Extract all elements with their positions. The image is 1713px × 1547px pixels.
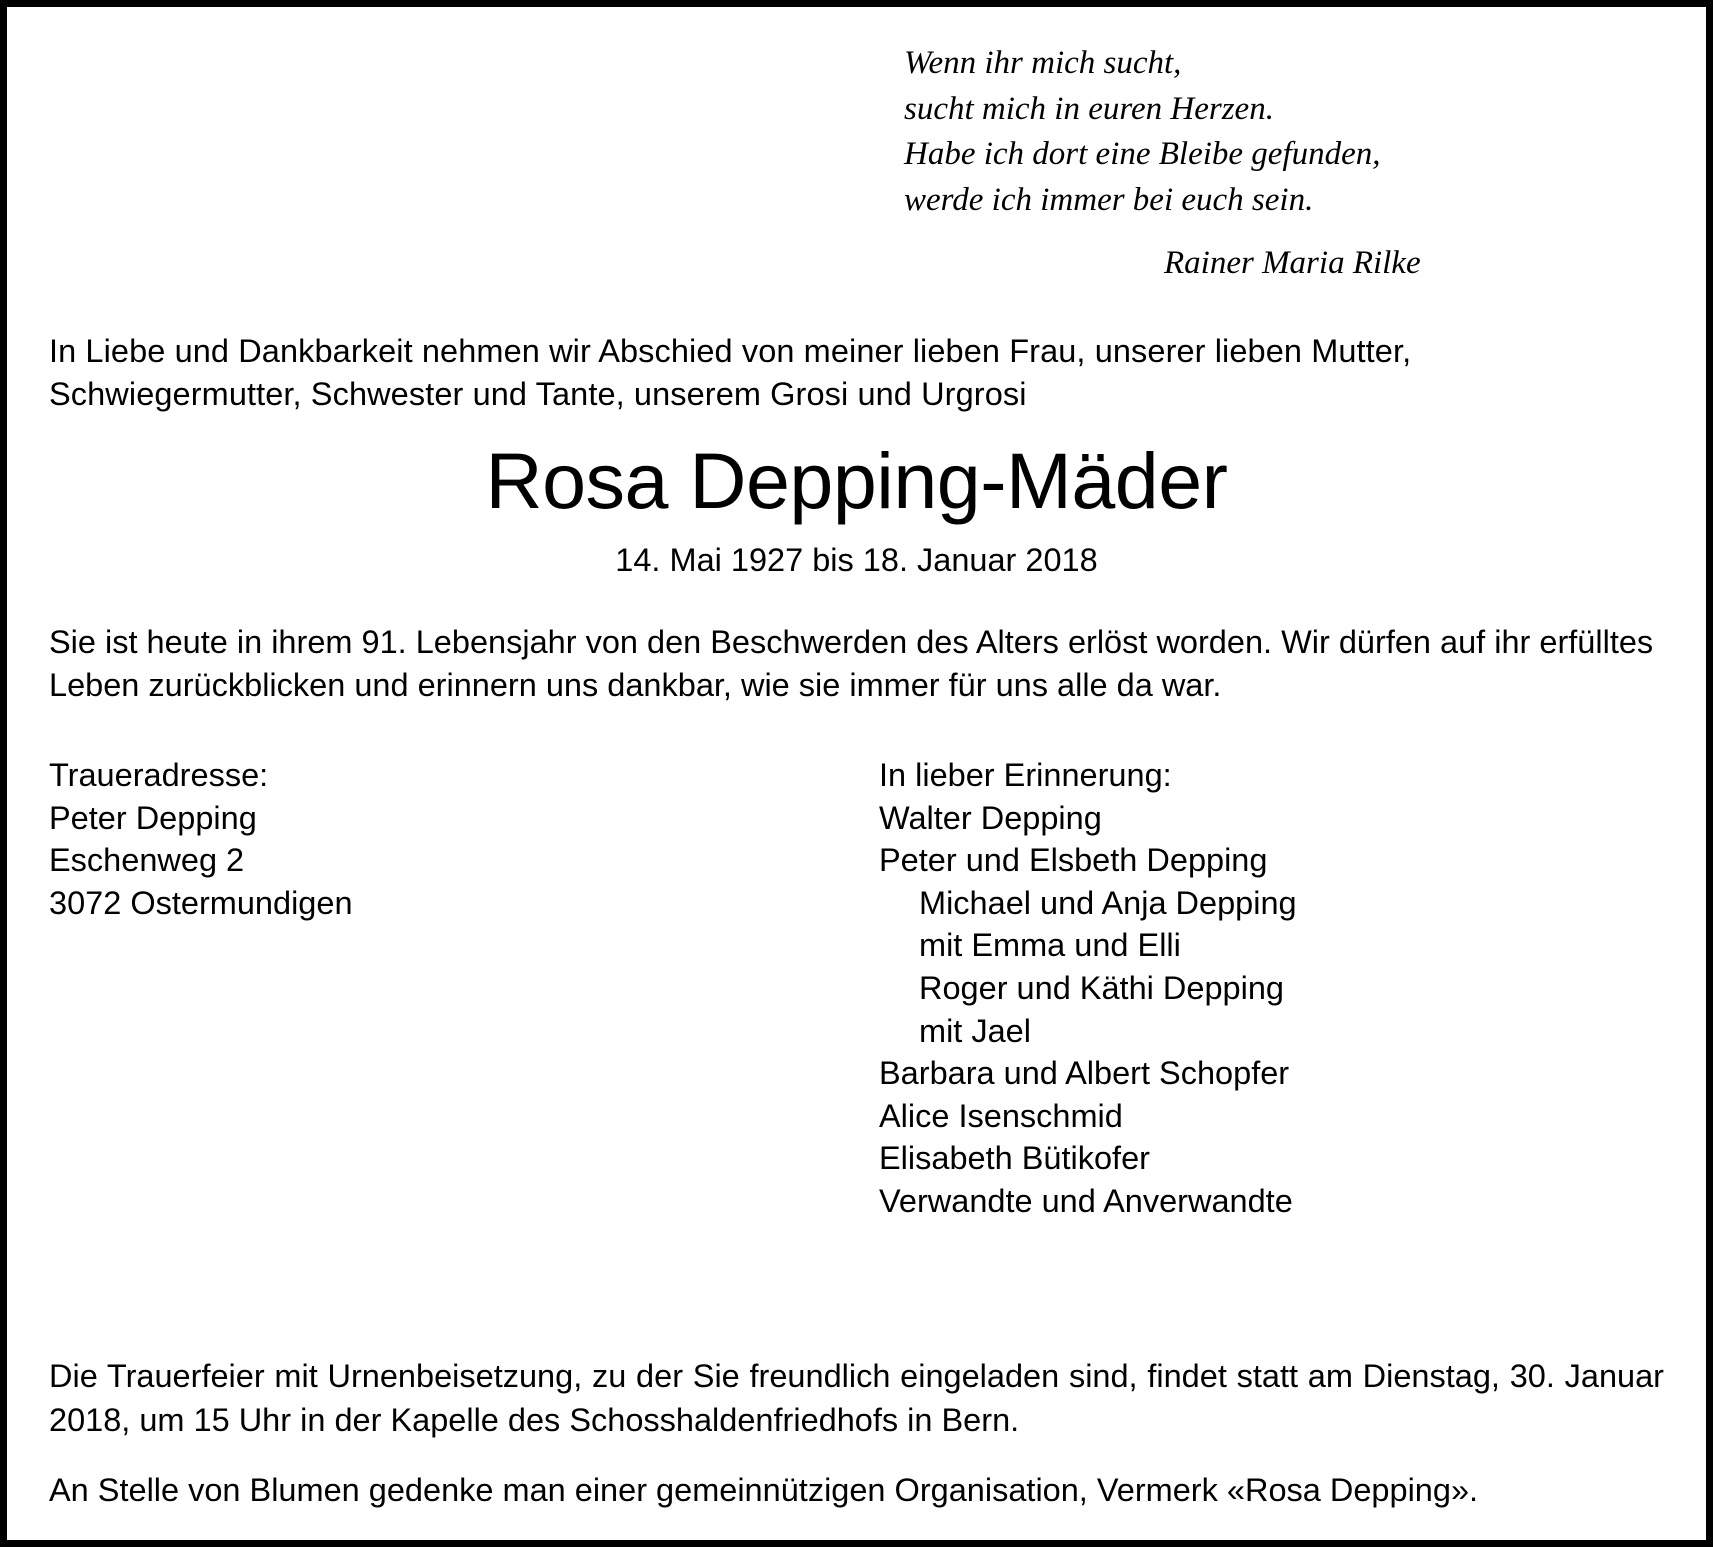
poem-author: Rainer Maria Rilke — [1164, 245, 1421, 282]
mourning-address-block — [49, 754, 879, 1222]
footer-block — [49, 1355, 1664, 1512]
in-memory-entry: Peter und Elsbeth Depping — [879, 842, 1268, 879]
poem-line-4: werde ich immer bei euch sein. — [904, 181, 1314, 218]
body-text: Sie ist heute in ihrem 91. Lebensjahr von den Beschwerden des Alters erlöst worden. Wir dürfen auf ihr erfülltes Leben zurückblicken und erinnern uns dankbar, wie sie immer für uns alle da war. — [49, 623, 1654, 703]
in-memory-heading: In lieber Erinnerung: — [879, 757, 1172, 794]
in-memory-entry: Walter Depping — [879, 799, 1102, 836]
notice-inner — [7, 7, 1706, 1540]
in-memory-entry: Elisabeth Bütikofer — [879, 1140, 1150, 1177]
mourning-address-line: 3072 Ostermundigen — [49, 884, 353, 921]
in-memory-entry: Alice Isenschmid — [879, 1097, 1123, 1134]
in-memory-entry: mit Jael — [919, 1012, 1031, 1049]
in-memory-entry: Barbara und Albert Schopfer — [879, 1055, 1290, 1092]
donation-text: An Stelle von Blumen gedenke man einer gemeinnützigen Organisation, Vermerk «Rosa Depping». — [49, 1471, 1479, 1508]
mourning-address-line: Eschenweg 2 — [49, 842, 245, 879]
in-memory-block — [879, 754, 1664, 1222]
in-memory-entry: Roger und Käthi Depping — [919, 970, 1284, 1006]
intro-text: In Liebe und Dankbarkeit nehmen wir Abschied von meiner lieben Frau, unserer lieben Mutter, Schwiegermutter, Schwester und Tante, unserem Grosi und Urgrosi — [49, 332, 1412, 412]
poem-line-2: sucht mich in euren Herzen. — [904, 90, 1274, 127]
in-memory-entry: mit Emma und Elli — [919, 927, 1181, 964]
poem-line-1: Wenn ihr mich sucht, — [904, 45, 1182, 81]
mourning-address-line: Peter Depping — [49, 799, 257, 836]
details-columns — [49, 754, 1664, 1222]
deceased-dates: 14. Mai 1927 bis 18. Januar 2018 — [615, 541, 1098, 578]
deceased-name: Rosa Depping-Mäder — [485, 436, 1228, 526]
poem-line-3: Habe ich dort eine Bleibe gefunden, — [904, 136, 1381, 173]
in-memory-entry: Verwandte und Anverwandte — [879, 1182, 1293, 1219]
poem-block — [904, 41, 1664, 287]
mourning-address-heading: Traueradresse: — [49, 757, 269, 794]
in-memory-entry: Michael und Anja Depping — [919, 884, 1297, 921]
ceremony-text: Die Trauerfeier mit Urnenbeisetzung, zu der Sie freundlich eingeladen sind, findet statt am Dienstag, 30. Januar 2018, um 15 Uhr in der Kapelle des Schosshaldenfriedhofs in Bern. — [49, 1358, 1664, 1438]
